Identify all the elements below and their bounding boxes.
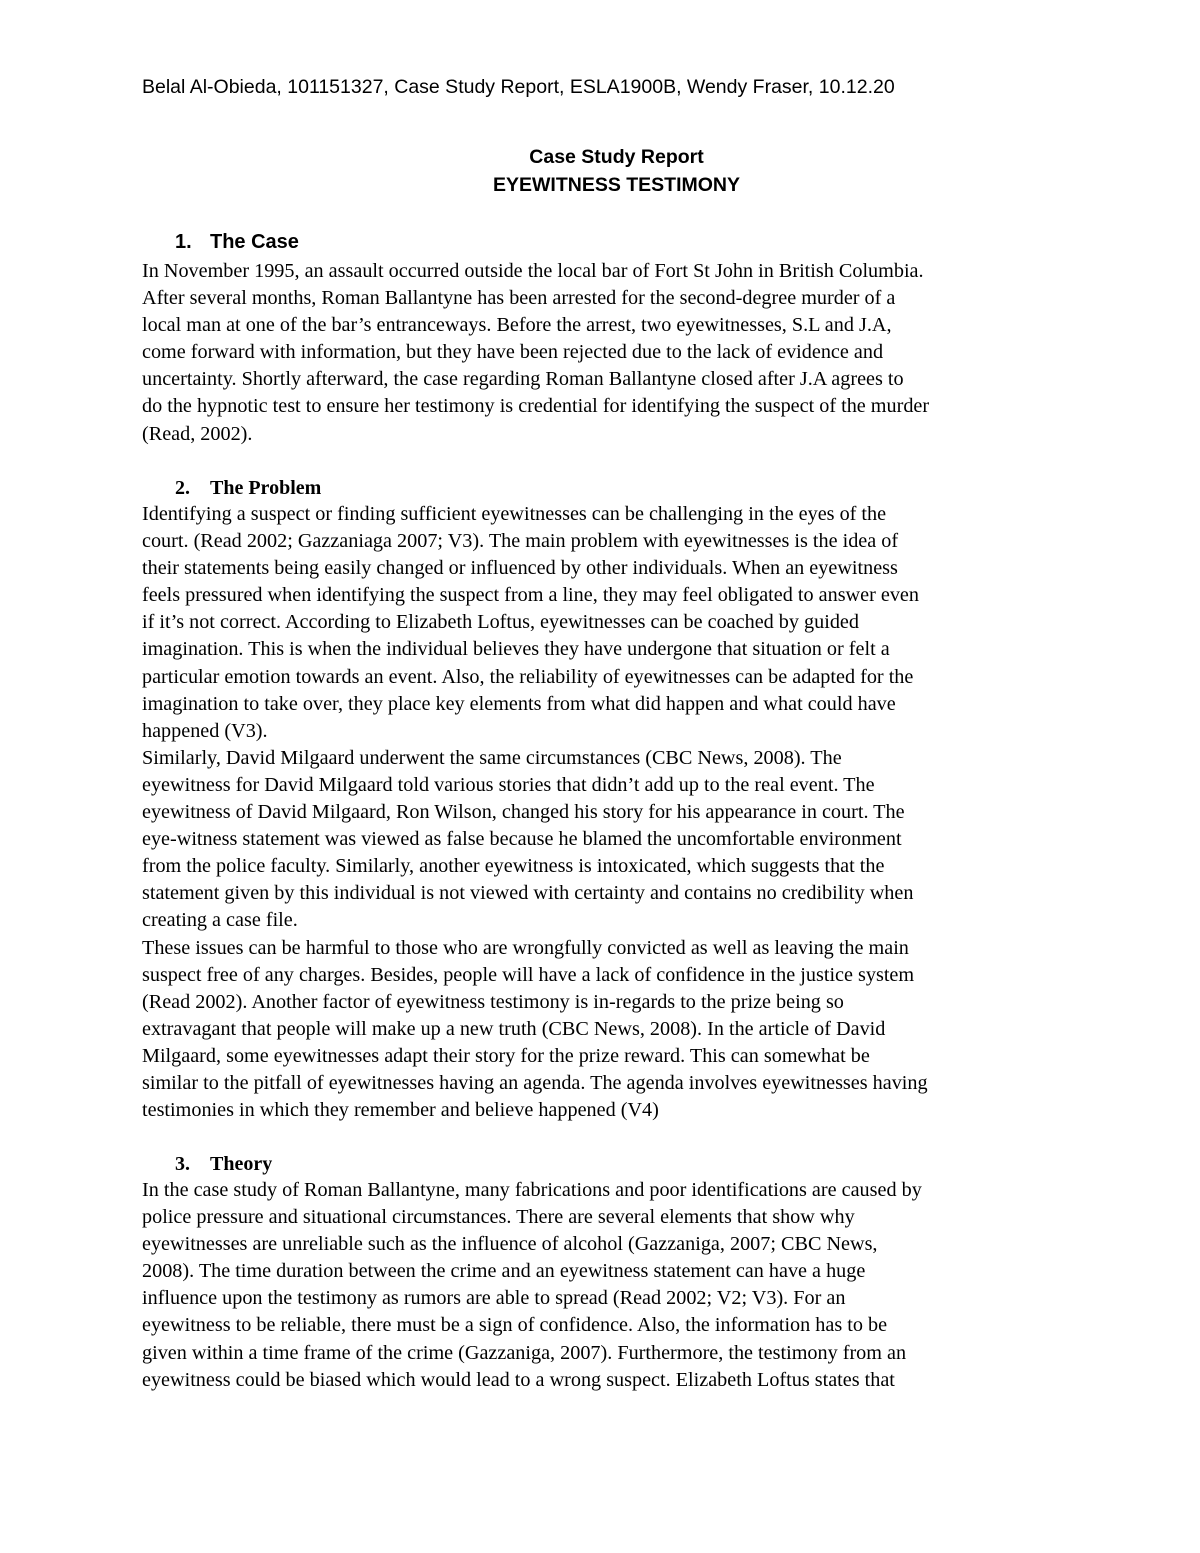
section-body-theory bbox=[142, 1177, 1062, 1394]
section-heading-the-case bbox=[175, 228, 299, 256]
body-line: uncertainty. Shortly afterward, the case regarding Roman Ballantyne closed after J.A agrees to bbox=[142, 368, 904, 391]
body-line: influence upon the testimony as rumors are able to spread (Read 2002; V2; V3). For an bbox=[142, 1287, 846, 1310]
body-line: eyewitness to be reliable, there must be a sign of confidence. Also, the information has to be bbox=[142, 1314, 888, 1337]
body-line: given within a time frame of the crime (Gazzaniga, 2007). Furthermore, the testimony from an bbox=[142, 1341, 907, 1364]
body-line: eyewitnesses are unreliable such as the influence of alcohol (Gazzaniga, 2007; CBC News, bbox=[142, 1233, 878, 1256]
body-line: imagination. This is when the individual believes they have undergone that situation or felt a bbox=[142, 638, 890, 661]
section-heading-theory bbox=[175, 1150, 272, 1178]
body-line: extravagant that people will make up a new truth (CBC News, 2008). In the article of David bbox=[142, 1017, 886, 1040]
body-line: In November 1995, an assault occurred outside the local bar of Fort St John in British Columbia. bbox=[142, 260, 924, 282]
body-line: similar to the pitfall of eyewitnesses having an agenda. The agenda involves eyewitnesses having bbox=[142, 1071, 928, 1094]
page-header: Belal Al-Obieda, 101151327, Case Study Report, ESLA1900B, Wendy Fraser, 10.12.20 bbox=[142, 76, 895, 98]
body-line: eyewitness of David Milgaard, Ron Wilson, changed his story for his appearance in court. The bbox=[142, 801, 905, 824]
section-number: 3. bbox=[175, 1153, 190, 1175]
body-line: After several months, Roman Ballantyne has been arrested for the second-degree murder of a bbox=[142, 287, 896, 310]
body-line: if it’s not correct. According to Elizabeth Loftus, eyewitnesses can be coached by guided bbox=[142, 611, 859, 634]
document-title: Case Study Report bbox=[529, 146, 704, 168]
document-subtitle: EYEWITNESS TESTIMONY bbox=[492, 174, 741, 196]
body-line: eye-witness statement was viewed as false because he blamed the uncomfortable environment bbox=[142, 828, 902, 851]
body-line: from the police faculty. Similarly, another eyewitness is intoxicated, which suggests that the bbox=[142, 855, 885, 878]
body-line: imagination to take over, they place key elements from what did happen and what could have bbox=[142, 692, 896, 715]
body-line: Identifying a suspect or finding sufficient eyewitnesses can be challenging in the eyes of the bbox=[142, 503, 887, 525]
body-line: feels pressured when identifying the suspect from a line, they may feel obligated to answer even bbox=[142, 584, 919, 607]
section-number: 2. bbox=[175, 477, 190, 499]
document-title-block bbox=[0, 143, 1200, 199]
section-heading-label: The Case bbox=[210, 231, 299, 253]
body-line: come forward with information, but they have been rejected due to the lack of evidence and bbox=[142, 341, 884, 364]
body-line: suspect free of any charges. Besides, people will have a lack of confidence in the justice system bbox=[142, 963, 915, 986]
section-body-the-case bbox=[142, 258, 1062, 448]
body-line: These issues can be harmful to those who are wrongfully convicted as well as leaving the main bbox=[142, 936, 909, 959]
body-line: testimonies in which they remember and believe happened (V4) bbox=[142, 1099, 659, 1122]
body-line: their statements being easily changed or influenced by other individuals. When an eyewitness bbox=[142, 557, 898, 580]
body-line: In the case study of Roman Ballantyne, many fabrications and poor identifications are caused by bbox=[142, 1179, 922, 1201]
section-body-the-problem bbox=[142, 501, 1062, 1124]
body-line: court. (Read 2002; Gazzaniaga 2007; V3). The main problem with eyewitnesses is the idea of bbox=[142, 530, 899, 553]
body-line: eyewitness for David Milgaard told various stories that didn’t add up to the real event. The bbox=[142, 773, 875, 796]
body-line: statement given by this individual is not viewed with certainty and contains no credibility when bbox=[142, 882, 914, 905]
section-heading-label: The Problem bbox=[210, 477, 322, 499]
body-line: Similarly, David Milgaard underwent the same circumstances (CBC News, 2008). The bbox=[142, 746, 842, 769]
section-number: 1. bbox=[175, 231, 192, 253]
body-line: (Read 2002). Another factor of eyewitness testimony is in-regards to the prize being so bbox=[142, 990, 844, 1013]
body-line: eyewitness could be biased which would lead to a wrong suspect. Elizabeth Loftus states that bbox=[142, 1368, 895, 1391]
body-line: police pressure and situational circumstances. There are several elements that show why bbox=[142, 1206, 855, 1229]
body-line: 2008). The time duration between the crime and an eyewitness statement can have a huge bbox=[142, 1260, 866, 1283]
body-line: Milgaard, some eyewitnesses adapt their story for the prize reward. This can somewhat be bbox=[142, 1044, 870, 1067]
body-line: local man at one of the bar’s entranceways. Before the arrest, two eyewitnesses, S.L and J.A, bbox=[142, 314, 892, 337]
body-line: do the hypnotic test to ensure her testimony is credential for identifying the suspect of the murder bbox=[142, 395, 930, 418]
body-line: particular emotion towards an event. Also, the reliability of eyewitnesses can be adapted for the bbox=[142, 665, 914, 688]
section-heading-label: Theory bbox=[210, 1153, 273, 1175]
body-line: creating a case file. bbox=[142, 909, 298, 932]
body-line: happened (V3). bbox=[142, 719, 268, 742]
section-heading-the-problem bbox=[175, 474, 321, 502]
body-line: (Read, 2002). bbox=[142, 422, 253, 445]
